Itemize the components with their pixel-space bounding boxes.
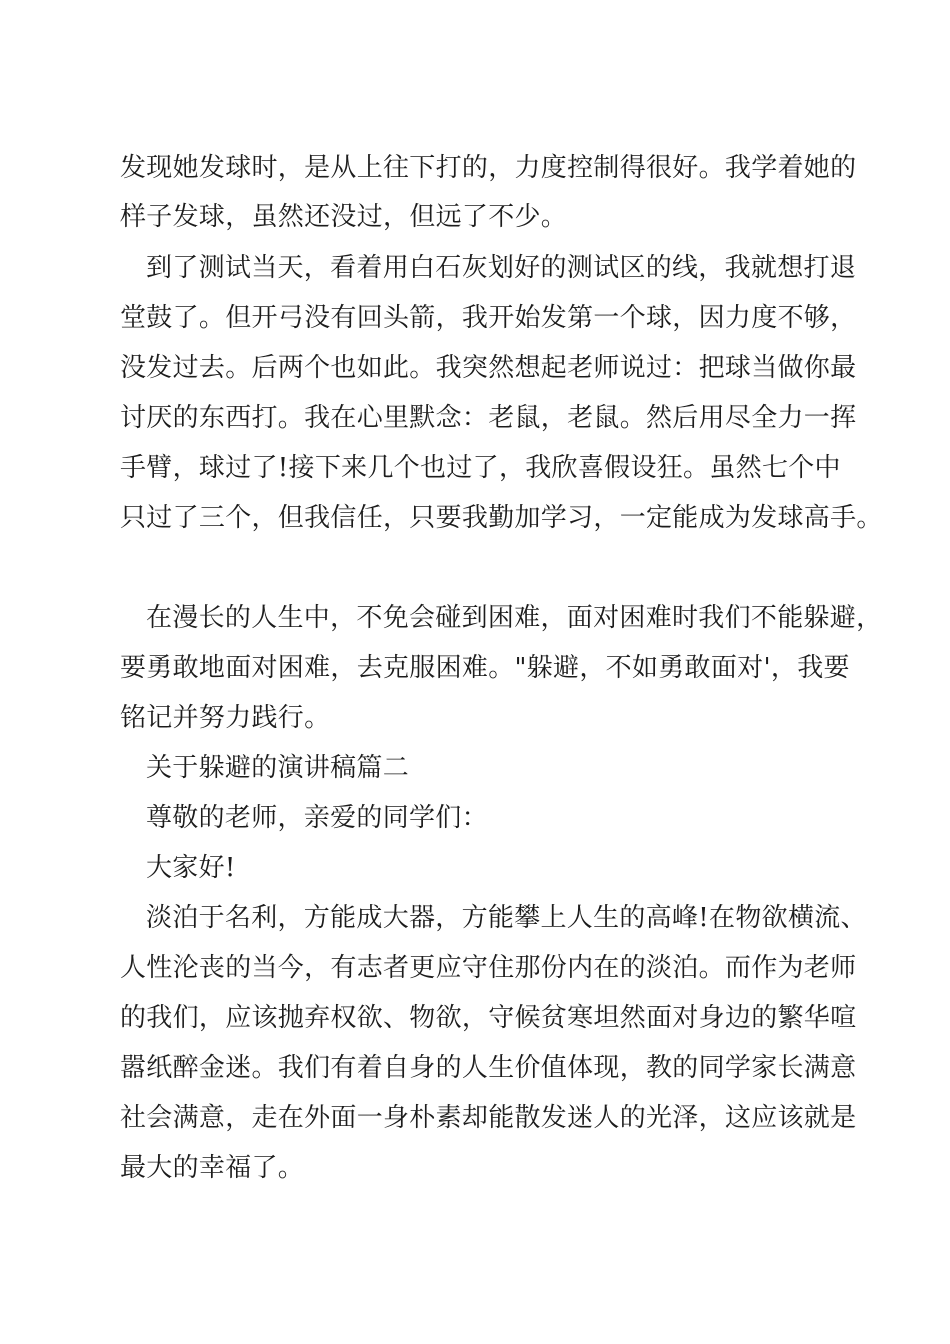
text-line: 最大的幸福了。 (120, 1153, 305, 1183)
section-heading: 关于躲避的演讲稿篇二 (146, 753, 410, 783)
text-line: 到了测试当天，看着用白石灰划好的测试区的线，我就想打退 (146, 253, 857, 283)
text-line: 样子发球，虽然还没过，但远了不少。 (120, 202, 568, 232)
text-line: 没发过去。后两个也如此。我突然想起老师说过：把球当做你最 (120, 353, 857, 383)
text-line: 只过了三个，但我信任，只要我勤加学习，一定能成为发球高手。 (120, 503, 883, 533)
text-line: 淡泊于名利，方能成大器，方能攀上人生的高峰!在物欲横流、 (146, 903, 867, 933)
text-line: 手臂，球过了!接下来几个也过了，我欣喜假设狂。虽然七个中 (120, 453, 841, 483)
text-line: 人性沦丧的当今，有志者更应守住那份内在的淡泊。而作为老师 (120, 953, 857, 983)
text-line: 堂鼓了。但开弓没有回头箭，我开始发第一个球，因力度不够， (120, 303, 857, 333)
text-line: 大家好! (146, 853, 236, 883)
text-line: 嚣纸醉金迷。我们有着自身的人生价值体现，教的同学家长满意 (120, 1053, 857, 1083)
text-line: 的我们，应该抛弃权欲、物欲，守候贫寒坦然面对身边的繁华喧 (120, 1003, 857, 1033)
text-line: 铭记并努力践行。 (120, 703, 331, 733)
text-line: 尊敬的老师，亲爱的同学们： (146, 803, 488, 833)
text-line: 讨厌的东西打。我在心里默念：老鼠，老鼠。然后用尽全力一挥 (120, 403, 857, 433)
text-line: 社会满意，走在外面一身朴素却能散发迷人的光泽，这应该就是 (120, 1103, 857, 1133)
text-line: 要勇敢地面对困难，去克服困难。"躲避，不如勇敢面对'，我要 (120, 653, 850, 683)
text-line: 发现她发球时，是从上往下打的，力度控制得很好。我学着她的 (120, 153, 857, 183)
text-line: 在漫长的人生中，不免会碰到困难，面对困难时我们不能躲避， (146, 603, 883, 633)
